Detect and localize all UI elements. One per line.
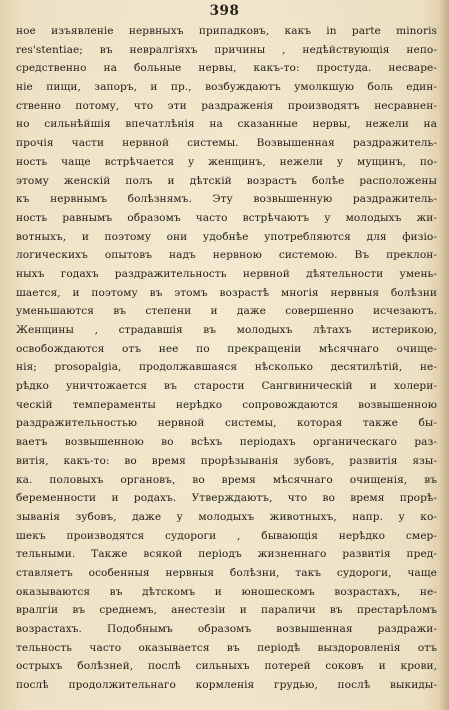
body-text — [16, 22, 437, 695]
text-line: оказываются въ дѣтскомъ и юношескомъ возрастахъ, не- — [16, 585, 437, 598]
text-line: вралгiи въ среднемъ, анестезiи и параличи въ престарѣломъ — [16, 604, 437, 617]
text-line: res'stentiae; въ невралгiяхъ причины , недѣйствующiя непо- — [16, 43, 437, 56]
text-line: уменьшаются въ степени и даже совершенно исчезаютъ. — [16, 305, 437, 318]
text-line: къ нервнымъ болѣзнямъ. Эту возвышенную раздражитель- — [16, 193, 437, 206]
text-line: ность равнымъ образомъ часто встрѣчаютъ у молодыхъ жи- — [16, 211, 437, 224]
text-line: рѣдко уничтожается въ старости Сангвиническiй и холери- — [16, 380, 437, 393]
text-line: этому женскiй полъ и дѣтскiй возрастъ болѣе расположены — [16, 174, 437, 187]
text-line: тельность часто оказывается въ перiодѣ выздоровленiя отъ — [16, 641, 437, 654]
text-line: острыхъ болѣзней, послѣ сильныхъ потерей соковъ и крови, — [16, 660, 437, 673]
text-line: вотныхъ, и поэтому они удобнѣе употребляются для физiо- — [16, 230, 437, 243]
text-line: витiя, какъ-то: во время прорѣзыванiя зубовъ, развитiя язы- — [16, 454, 437, 467]
text-line: логическихъ опытовъ надъ нервною системою. Въ преклон- — [16, 249, 437, 262]
text-line: тельными. Также всякой перiодъ жизненнаго развитiя пред- — [16, 548, 437, 561]
text-line: ка. половыхъ органовъ, во время мѣсячнаго очищенiя, въ — [16, 473, 437, 486]
text-line: но сильнѣйшiя впечатлѣнiя на сказанные нервы, нежели на — [16, 118, 437, 131]
text-line: ственно потому, что эти раздраженiя производятъ несравнен- — [16, 99, 437, 112]
text-line: средственно на больные нервы, какъ-то: простуда. несваре- — [16, 62, 437, 75]
text-line: нie пищи, запоръ, и пр., возбуждаютъ умолкшую боль един- — [16, 81, 437, 94]
text-line: ность чаще встрѣчается у женщинъ, нежели у мущинъ, по- — [16, 155, 437, 168]
text-line: нiя; prosopalgia, продолжавшаяся нѣсколько десятилѣтiй, не- — [16, 361, 437, 374]
text-line: нoe изъявленie нервныхъ припадковъ, какъ in parte minoris — [16, 25, 437, 37]
text-line: ныхъ годахъ раздражительность нервной дѣятельности умень- — [16, 267, 437, 280]
text-line: беременности и родахъ. Утверждаютъ, что во время прорѣ- — [16, 492, 437, 505]
text-line: ческiй темпераменты нерѣдко сопровождаются возвышенною — [16, 398, 437, 411]
text-line: ваетъ возвышенною во всѣхъ перiодахъ органическаго раз- — [16, 436, 437, 449]
text-line: прочiя части нервной системы. Возвышенная раздражитель- — [16, 137, 437, 150]
page-number: 398 — [209, 3, 240, 19]
text-line: ставляетъ особенныя нервныя болѣзни, такъ судороги, чаще — [16, 566, 437, 579]
text-line: зыванiя зубовъ, даже у молодыхъ животныхъ, напр. у ко- — [16, 510, 437, 523]
page-edge-shadow — [439, 0, 449, 710]
text-line: возрастахъ. Подобнымъ образомъ возвышенная раздражи- — [16, 623, 437, 635]
text-line: шается, и поэтому въ этомъ возрастѣ многiя нервныя болѣзни — [16, 286, 437, 299]
text-line: Женщины , страдавшiя въ молодыхъ лѣтахъ истерикою, — [16, 324, 437, 336]
text-line: раздражительностью нервной системы, которая также бы- — [16, 417, 437, 430]
text-line: шекъ производятся судороги , бывающiя нерѣдко смер- — [16, 529, 437, 542]
text-line: освобождаются отъ нее по прекращенiи мѣсячнаго очище- — [16, 342, 437, 355]
text-line: послѣ продолжительнаго кормленiя грудью, послѣ выкиды- — [16, 679, 437, 692]
